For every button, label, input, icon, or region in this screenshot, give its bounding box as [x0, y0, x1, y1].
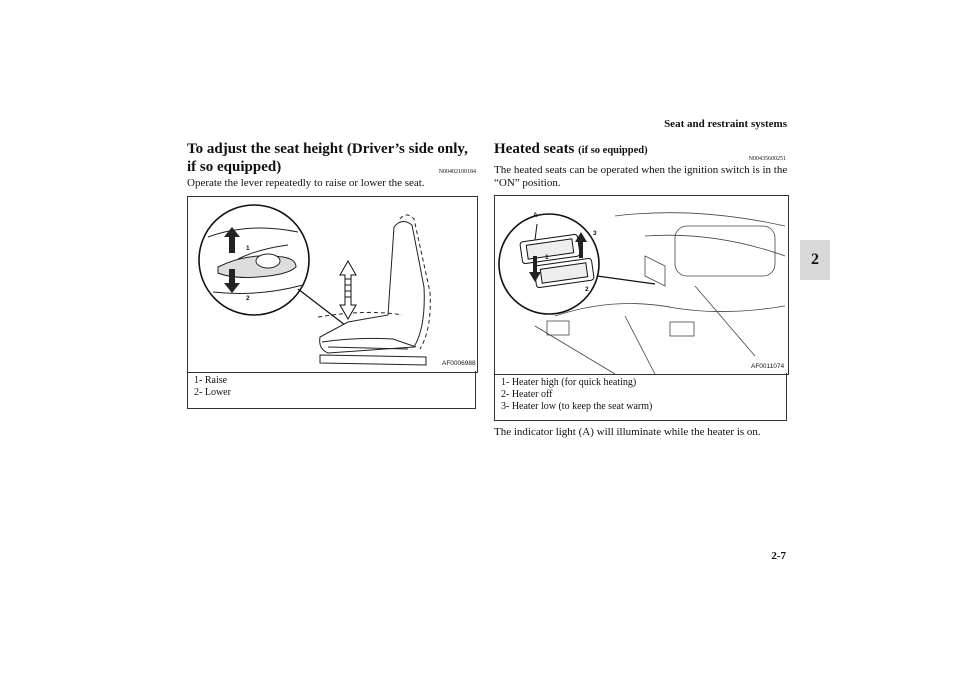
- callout-2: 2: [246, 295, 250, 302]
- legend-item: 2- Lower: [194, 387, 231, 398]
- left-section-text: Operate the lever repeatedly to raise or lower the seat.: [187, 177, 425, 189]
- left-section-code: N00402100184: [438, 169, 476, 175]
- callout-2: 2: [585, 286, 589, 293]
- figure-id: AF0011074: [751, 363, 785, 370]
- heated-seats-note: (if so equipped): [578, 145, 648, 156]
- legend-item: 1- Raise: [194, 375, 228, 386]
- left-legend: [187, 371, 476, 409]
- seat-height-illustration: [188, 197, 477, 372]
- figure-id: AF0006988: [442, 360, 476, 367]
- heated-seat-figure: [494, 195, 789, 375]
- legend-item: 3- Heater low (to keep the seat warm): [501, 401, 653, 412]
- right-section-text: The heated seats can be operated when the ignition switch is in the “ON” position.: [494, 164, 788, 189]
- heated-seat-illustration: [495, 196, 788, 374]
- callout-1: 1: [246, 245, 250, 252]
- indicator-note: The indicator light (A) will illuminate while the heater is on.: [494, 426, 761, 438]
- left-section-heading: To adjust the seat height (Driver’s side only, if so equipped): [187, 141, 468, 175]
- legend-item: 2- Heater off: [501, 389, 553, 400]
- running-header: Seat and restraint systems: [664, 118, 787, 130]
- callout-3: 3: [593, 230, 597, 237]
- page-number: 2-7: [771, 550, 786, 562]
- callout-a: A: [533, 212, 538, 219]
- chapter-tab-label: 2: [811, 251, 819, 268]
- seat-height-figure: [187, 196, 478, 373]
- right-section-code: N00435600251: [748, 156, 786, 162]
- heated-seats-title: Heated seats: [494, 141, 575, 157]
- chapter-tab: [800, 240, 830, 280]
- legend-item: 1- Heater high (for quick heating): [501, 377, 637, 388]
- right-legend: [494, 373, 787, 421]
- callout-1: 1: [545, 254, 549, 261]
